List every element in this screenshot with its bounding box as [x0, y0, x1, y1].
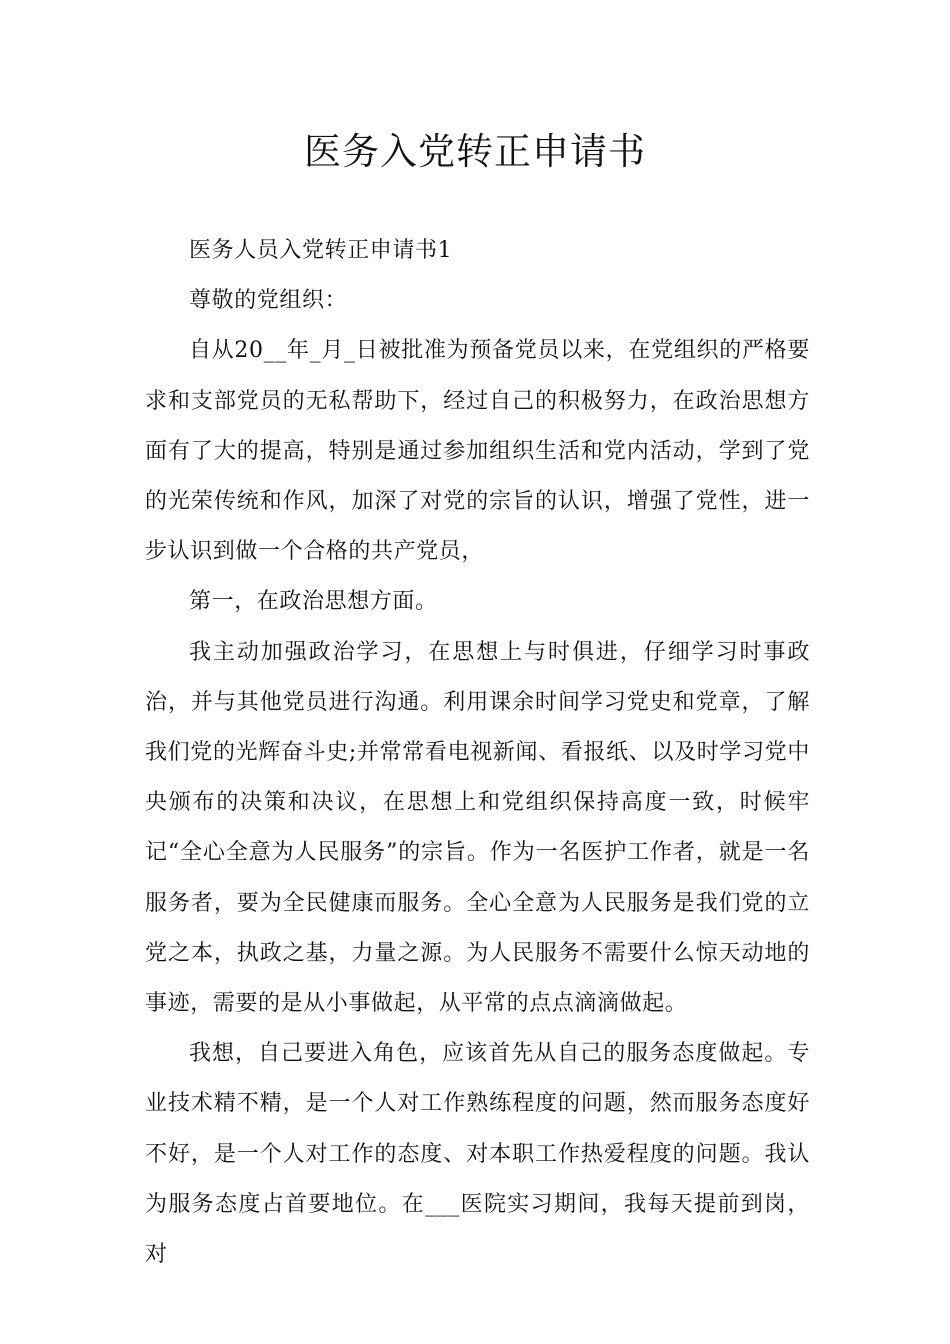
paragraph-intro: 自从20__年_月_日被批准为预备党员以来，在党组织的严格要求和支部党员的无私帮助下，经过自己的积极努力，在政治思想方面有了大的提高，特别是通过参加组织生活和党内活动，学到了党的光荣传统和作风，加深了对党的宗旨的认识，增强了党性，进一步认识到做一个合格的共产党员， — [145, 338, 810, 565]
document-title: 医务入党转正申请书 — [304, 130, 646, 173]
paragraph-subtitle: 医务人员入党转正申请书1 — [189, 238, 453, 263]
document-body — [145, 226, 810, 1280]
paragraph-service-attitude: 我想，自己要进入角色，应该首先从自己的服务态度做起。专业技术精不精，是一个人对工作熟练程度的问题，然而服务态度好不好，是一个人对工作的态度、对本职工作热爱程度的问题。我认为服务态度占首要地位。在___医院实习期间，我每天提前到岗，对 — [145, 1041, 810, 1268]
paragraph-section-heading: 第一，在政治思想方面。 — [189, 589, 438, 615]
paragraph-political-study: 我主动加强政治学习，在思想上与时俱进，仔细学习时事政治，并与其他党员进行沟通。利用课余时间学习党史和党章，了解我们党的光辉奋斗史;并常常看电视新闻、看报纸、以及时学习党中央颁布的决策和决议，在思想上和党组织保持高度一致，时候牢记“全心全意为人民服务”的宗旨。作为一名医护工作者，就是一名服务者，要为全民健康而服务。全心全意为人民服务是我们党的立党之本，执政之基，力量之源。为人民服务不需要什么惊天动地的事迹，需要的是从小事做起，从平常的点点滴滴做起。 — [145, 639, 810, 1017]
paragraph-salutation: 尊敬的党组织： — [189, 288, 348, 314]
